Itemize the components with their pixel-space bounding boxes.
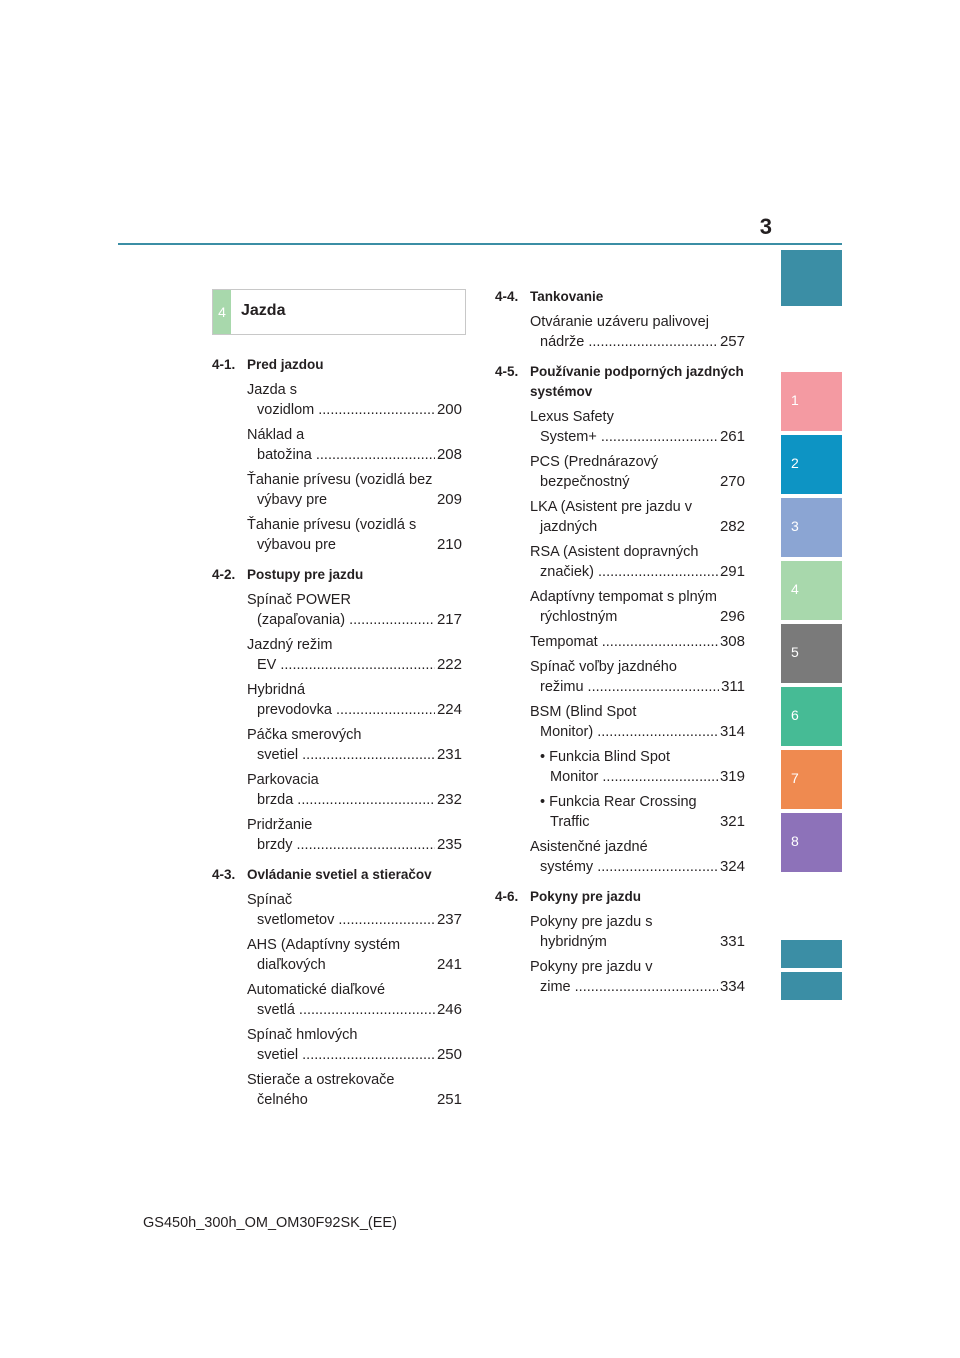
toc-entry-page: 232 (436, 791, 462, 808)
toc-entry[interactable] (247, 470, 462, 510)
toc-entry-page: 261 (719, 428, 745, 445)
toc-entry[interactable] (247, 815, 462, 855)
toc-entry[interactable] (247, 935, 462, 975)
toc-entry[interactable] (247, 770, 462, 810)
chapter-tab-label: 6 (791, 707, 799, 723)
toc-group-number: 4-5. (495, 364, 519, 379)
toc-entry-title: Asistenčné jazdné systémy ..... (530, 837, 718, 877)
toc-entry-title: Jazda s vozidlom ..... (247, 380, 435, 420)
toc-group (212, 355, 462, 555)
toc-group-number: 4-4. (495, 289, 519, 304)
toc-entry[interactable] (540, 792, 745, 832)
toc-entry[interactable] (247, 1070, 462, 1110)
toc-entry-page: 251 (436, 1091, 462, 1108)
toc-group (495, 362, 745, 877)
toc-entry-page: 270 (719, 473, 745, 490)
chapter-tab-blank[interactable] (781, 250, 842, 306)
toc-entry[interactable] (247, 590, 462, 630)
toc-entry[interactable] (530, 837, 745, 877)
toc-entry-page: 231 (436, 746, 462, 763)
chapter-tab-label: 2 (791, 455, 799, 471)
toc-entry-page: 331 (719, 933, 745, 950)
toc-entry-page: 235 (436, 836, 462, 853)
toc-group-heading[interactable] (212, 355, 462, 375)
toc-entry[interactable] (247, 380, 462, 420)
toc-entry-page: 308 (719, 633, 745, 650)
toc-group (212, 865, 462, 1110)
chapter-tab-label: 5 (791, 644, 799, 660)
toc-entry-title: BSM (Blind Spot Monitor) ..... (530, 702, 718, 742)
toc-entry-page: 246 (436, 1001, 462, 1018)
toc-group-heading[interactable] (495, 887, 745, 907)
toc-entry-page: 334 (719, 978, 745, 995)
toc-entry-page: 296 (719, 608, 745, 625)
toc-group-number: 4-2. (212, 567, 236, 582)
toc-group-title: Tankovanie (530, 289, 604, 304)
toc-entry[interactable] (530, 702, 745, 742)
toc-entry-title: Spínač svetlometov ..... (247, 890, 435, 930)
toc-entry-title: Otváranie uzáveru palivovej nádrže ..... (530, 312, 718, 352)
toc-entry-title: • Funkcia Blind Spot Monitor ..... (540, 747, 718, 787)
toc-entry[interactable] (247, 425, 462, 465)
chapter-tab-label: 1 (791, 392, 799, 408)
toc-entry-page: 222 (436, 656, 462, 673)
toc-entry-title: Spínač voľby jazdného režimu ..... (530, 657, 719, 697)
toc-group-heading[interactable] (495, 362, 745, 402)
toc-entry-title: Páčka smerových svetiel ..... (247, 725, 435, 765)
toc-group-title: Postupy pre jazdu (247, 567, 364, 582)
toc-entry-page: 311 (721, 678, 745, 695)
chapter-tab-blank[interactable] (781, 972, 842, 1000)
toc-group (495, 287, 745, 352)
chapter-tab-3[interactable] (781, 498, 842, 557)
toc-entry[interactable] (530, 312, 745, 352)
toc-entry-title: Tempomat ..... (530, 632, 718, 652)
toc-entry-title: Adaptívny tempomat s plným rýchlostným ..... (530, 587, 718, 627)
toc-entry-title: Parkovacia brzda ..... (247, 770, 435, 810)
toc-entry[interactable] (540, 747, 745, 787)
toc-entry[interactable] (530, 452, 745, 492)
toc-entry[interactable] (247, 1025, 462, 1065)
toc-entry-title: AHS (Adaptívny systém diaľkových ..... (247, 935, 435, 975)
toc-group-heading[interactable] (495, 287, 745, 307)
chapter-tab-label: 4 (791, 581, 799, 597)
toc-entry[interactable] (530, 912, 745, 952)
toc-group-title: Ovládanie svetiel a stieračov (247, 867, 432, 882)
toc-entry[interactable] (530, 587, 745, 627)
toc-entry-title: PCS (Prednárazový bezpečnostný ..... (530, 452, 718, 492)
toc-entry-title: RSA (Asistent dopravných značiek) ..... (530, 542, 718, 582)
toc-group (495, 887, 745, 997)
toc-entry-title: Lexus Safety System+ ..... (530, 407, 718, 447)
toc-entry-page: 319 (719, 768, 745, 785)
chapter-tab-2[interactable] (781, 435, 842, 494)
toc-group-heading[interactable] (212, 565, 462, 585)
toc-entry-page: 237 (436, 911, 462, 928)
toc-entry[interactable] (530, 657, 745, 697)
toc-group-title: Pred jazdou (247, 357, 324, 372)
toc-entry-page: 314 (719, 723, 745, 740)
chapter-tab-label: 3 (791, 518, 799, 534)
toc-entry-page: 224 (436, 701, 462, 718)
chapter-tab-1[interactable] (781, 372, 842, 431)
toc-left-column (212, 355, 462, 1120)
section-title: Jazda (241, 302, 286, 319)
toc-entry-title: Spínač POWER (zapaľovania) ..... (247, 590, 435, 630)
chapter-tab-label: 7 (791, 770, 799, 786)
chapter-tab-5[interactable] (781, 624, 842, 683)
toc-entry-title: Pokyny pre jazdu v zime ..... (530, 957, 718, 997)
toc-group-number: 4-3. (212, 867, 236, 882)
toc-entry-title: Pridržanie brzdy ..... (247, 815, 435, 855)
section-number-badge: 4 (213, 290, 231, 334)
toc-entry-page: 291 (719, 563, 745, 580)
chapter-tab-7[interactable] (781, 750, 842, 809)
toc-group-number: 4-1. (212, 357, 236, 372)
toc-entry-title: LKA (Asistent pre jazdu v jazdných ..... (530, 497, 718, 537)
toc-entry[interactable] (247, 515, 462, 555)
toc-entry-page: 282 (719, 518, 745, 535)
toc-entry-title: Ťahanie prívesu (vozidlá s výbavou pre ..... (247, 515, 435, 555)
chapter-tab-8[interactable] (781, 813, 842, 872)
toc-entry[interactable] (530, 632, 745, 652)
toc-entry-title: Hybridná prevodovka ..... (247, 680, 435, 720)
toc-group (212, 565, 462, 855)
chapter-tab-4[interactable] (781, 561, 842, 620)
toc-entry-page: 324 (719, 858, 745, 875)
section-header (212, 289, 466, 335)
toc-entry-title: Stierače a ostrekovače čelného ..... (247, 1070, 435, 1110)
toc-group-heading[interactable] (212, 865, 462, 885)
toc-entry[interactable] (247, 890, 462, 930)
toc-entry-page: 200 (436, 401, 462, 418)
toc-entry-title: • Funkcia Rear Crossing Traffic ..... (540, 792, 718, 832)
toc-entry[interactable] (530, 497, 745, 537)
toc-group-number: 4-6. (495, 889, 519, 904)
toc-entry[interactable] (530, 957, 745, 997)
toc-group-title: Používanie podporných jazdných systémov (530, 364, 744, 399)
toc-entry[interactable] (247, 725, 462, 765)
toc-entry-page: 210 (436, 536, 462, 553)
header-rule (118, 243, 842, 245)
toc-entry[interactable] (530, 407, 745, 447)
toc-entry-page: 250 (436, 1046, 462, 1063)
toc-entry-title: Pokyny pre jazdu s hybridným ..... (530, 912, 718, 952)
toc-entry[interactable] (247, 635, 462, 675)
toc-entry-page: 208 (436, 446, 462, 463)
toc-entry-page: 241 (436, 956, 462, 973)
document-code: GS450h_300h_OM_OM30F92SK_(EE) (143, 1215, 397, 1231)
toc-entry-page: 321 (719, 813, 745, 830)
toc-group-title: Pokyny pre jazdu (530, 889, 642, 904)
toc-entry[interactable] (247, 980, 462, 1020)
toc-entry-page: 217 (436, 611, 462, 628)
page-number: 3 (759, 214, 772, 239)
chapter-tab-6[interactable] (781, 687, 842, 746)
toc-entry-title: Jazdný režim EV ..... (247, 635, 435, 675)
toc-entry-title: Automatické diaľkové svetlá ..... (247, 980, 435, 1020)
toc-entry-title: Ťahanie prívesu (vozidlá bez výbavy pre ..... (247, 470, 435, 510)
toc-entry-title: Náklad a batožina ..... (247, 425, 435, 465)
toc-entry-page: 257 (719, 333, 745, 350)
toc-right-column (495, 287, 745, 1007)
toc-entry[interactable] (247, 680, 462, 720)
toc-entry[interactable] (530, 542, 745, 582)
chapter-tab-label: 8 (791, 833, 799, 849)
chapter-tab-blank[interactable] (781, 940, 842, 968)
toc-entry-page: 209 (436, 491, 462, 508)
toc-entry-title: Spínač hmlových svetiel ..... (247, 1025, 435, 1065)
